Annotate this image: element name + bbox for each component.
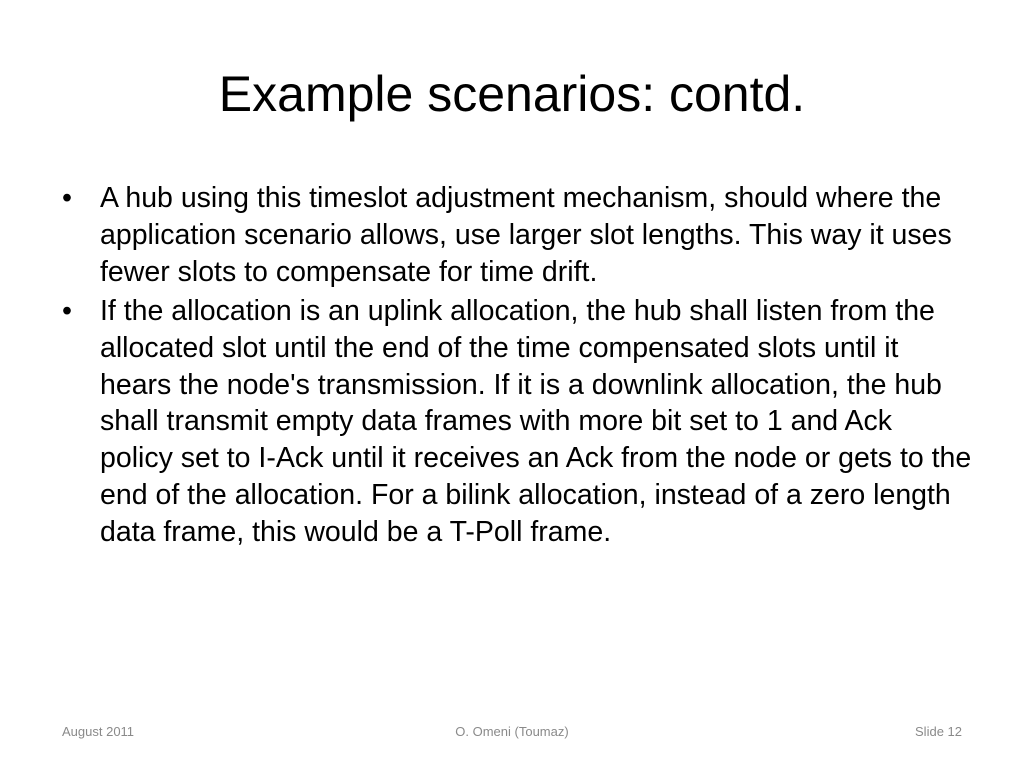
footer-author: O. Omeni (Toumaz): [455, 724, 569, 739]
bullet-marker: •: [62, 294, 72, 327]
footer-date: August 2011: [62, 724, 135, 739]
bullet-item: [62, 180, 972, 291]
bullet-item: [62, 293, 972, 551]
bullet-text: A hub using this timeslot adjustment mechanism, should where the application scenario allows, use larger slot lengths. This way it uses fewer slots to compensate for time drift.: [100, 182, 952, 288]
bullet-list: [62, 180, 972, 553]
bullet-text: If the allocation is an uplink allocation, the hub shall listen from the allocated slot until the end of the time compensated slots until it hears the node's transmission. If it is a downlink allocation, the hub shall transmit empty data frames with more bit set to 1 and Ack policy set to I-Ack until it receives an Ack from the node or gets to the end of the allocation. For a bilink allocation, instead of a zero length data frame, this would be a T-Poll frame.: [100, 294, 972, 549]
footer-slide-number: Slide 12: [915, 724, 962, 739]
slide-title: Example scenarios: contd.: [218, 66, 806, 122]
bullet-marker: •: [62, 182, 72, 214]
